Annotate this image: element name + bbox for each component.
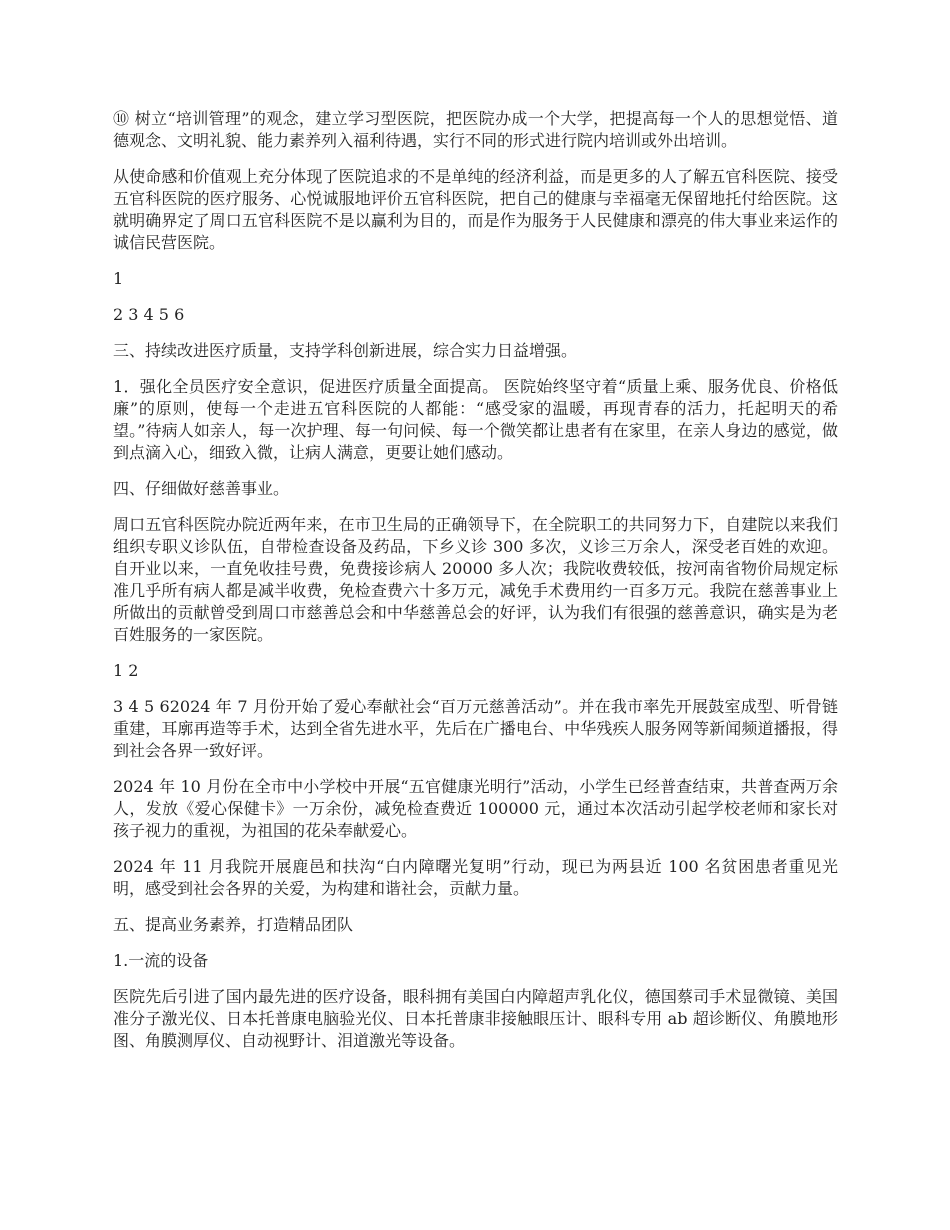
paragraph-charity-october: 2024 年 10 月份在全市中小学校中开展“五官健康光明行”活动，小学生已经普查结束，共普查两万余人，发放《爱心保健卡》一万余份，减免检查费近 100000 元，通过本次活动引起学校老师和家长对孩子视力的重视，为祖国的花朵奉献爱心。 — [113, 777, 838, 840]
paragraph-number-marker: 1 2 — [113, 661, 139, 680]
paragraph-mission-values: 从使命感和价值观上充分体现了医院追求的不是单纯的经济利益，而是更多的人了解五官科医院、接受五官科医院的医疗服务、心悦诚服地评价五官科医院，把自己的健康与幸福毫无保留地托付给医院。这就明确界定了周口五官科医院不是以赢利为目的，而是作为服务于人民健康和漂亮的伟大事业来运作的诚信民营医院。 — [113, 167, 838, 252]
paragraph-number-marker: 1 — [113, 269, 124, 288]
section-heading-team: 五、提高业务素养，打造精品团队 — [113, 915, 354, 934]
section-heading-medical-quality: 三、持续改进医疗质量，支持学科创新进展，综合实力日益增强。 — [113, 341, 578, 360]
paragraph-charity-work: 周口五官科医院办院近两年来，在市卫生局的正确领导下，在全院职工的共同努力下，自建院以来我们组织专职义诊队伍，自带检查设备及药品，下乡义诊 300 多次，义诊三万余人，深受老百姓的欢迎。自开业以来，一直免收挂号费，免费接诊病人 20000 多人次；我院收费较低，按河南省物价局规定标准几乎所有病人都是减半收费，免检查费六十多万元，减免手术费用约一百多万元。我院在慈善事业上所做出的贡献曾受到周口市慈善总会和中华慈善总会的好评，认为我们有很强的慈善意识，确实是为老百姓服务的一家医院。 — [113, 515, 838, 644]
section-heading-charity: 四、仔细做好慈善事业。 — [113, 479, 290, 498]
paragraph-medical-safety: 1．强化全员医疗安全意识，促进医疗质量全面提高。 医院始终坚守着“质量上乘、服务优良、价格低廉”的原则，使每一个走进五官科医院的人都能：“感受家的温暖，再现青春的活力，托起明天的希望。”待病人如亲人，每一次护理、每一句问候、每一个微笑都让患者有在家里，在亲人身边的感觉，做到点滴入心，细致入微，让病人满意，更要让她们感动。 — [113, 377, 838, 462]
paragraph-charity-november: 2024 年 11 月我院开展鹿邑和扶沟“白内障曙光复明”行动，现已为两县近 100 名贫困患者重见光明，感受到社会各界的关爱，为构建和谐社会，贡献力量。 — [113, 857, 838, 898]
paragraph-charity-july: 3 4 5 62024 年 7 月份开始了爱心奉献社会“百万元慈善活动”。并在我市率先开展鼓室成型、听骨链重建，耳廓再造等手术，达到全省先进水平，先后在广播电台、中华残疾人服务网等新闻频道播报，得到社会各界一致好评。 — [113, 697, 838, 760]
subheading-equipment: 1.一流的设备 — [113, 951, 209, 970]
paragraph-training-management: ⑩ 树立“培训管理”的观念，建立学习型医院，把医院办成一个大学，把提高每一个人的思想觉悟、道德观念、文明礼貌、能力素养列入福利待遇，实行不同的形式进行院内培训或外出培训。 — [113, 109, 838, 150]
paragraph-number-marker: 2 3 4 5 6 — [113, 305, 185, 324]
paragraph-equipment: 医院先后引进了国内最先进的医疗设备，眼科拥有美国白内障超声乳化仪，德国蔡司手术显微镜、美国准分子激光仪、日本托普康电脑验光仪、日本托普康非接触眼压计、眼科专用 ab 超诊断仪、角膜地形图、角膜测厚仪、自动视野计、泪道激光等设备。 — [113, 987, 838, 1050]
document-body — [113, 108, 838, 1066]
